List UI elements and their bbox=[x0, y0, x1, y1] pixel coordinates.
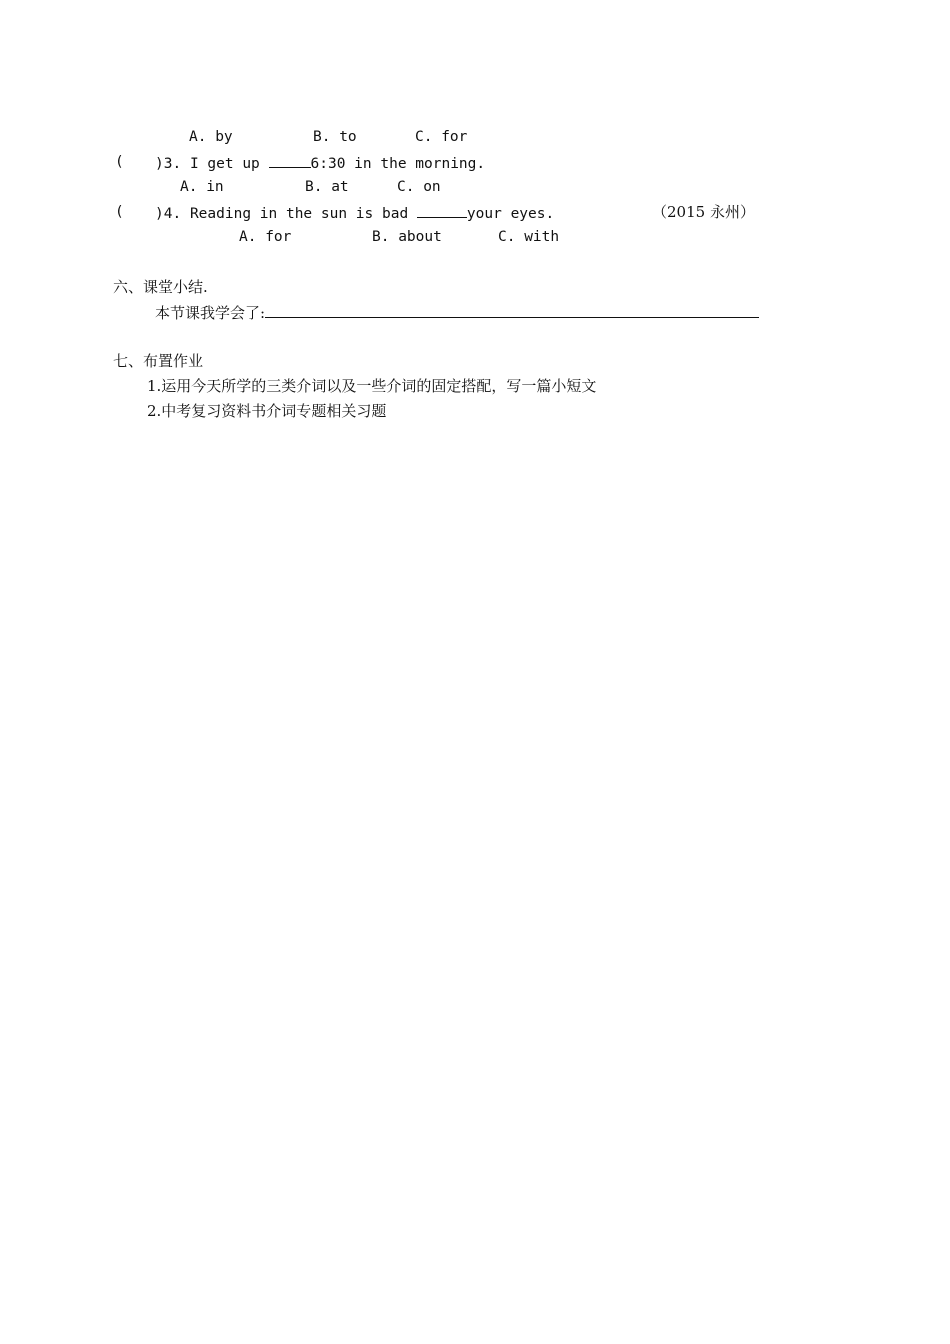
q4-answer-blank bbox=[417, 203, 467, 218]
q4-source: （2015 永州） bbox=[652, 203, 755, 221]
q3-option-b: B. at bbox=[305, 179, 349, 195]
q4-option-c: C. with bbox=[498, 229, 560, 245]
q3-option-c: C. on bbox=[397, 179, 441, 195]
q3-answer-blank bbox=[269, 153, 311, 168]
q4-text-before: Reading in the sun is bad bbox=[189, 206, 417, 222]
q2-option-c: C. for bbox=[415, 129, 468, 145]
q3-open-paren: ( bbox=[115, 154, 124, 170]
q4-open-paren: ( bbox=[115, 204, 124, 220]
q4-option-a: A. for bbox=[239, 229, 292, 245]
section6-prompt-line bbox=[155, 303, 759, 322]
q3-question bbox=[155, 153, 485, 173]
q4-text-after: your eyes. bbox=[466, 206, 555, 222]
section6-heading: 六、课堂小结. bbox=[113, 278, 208, 296]
q3-text-after: 6:30 in the morning. bbox=[310, 156, 486, 172]
q4-option-b: B. about bbox=[372, 229, 442, 245]
q4-question bbox=[155, 203, 554, 223]
q4-number: )4. bbox=[155, 206, 182, 222]
section7-heading: 七、布置作业 bbox=[113, 352, 204, 370]
q2-option-b: B. to bbox=[313, 129, 357, 145]
section6-prompt: 本节课我学会了: bbox=[155, 304, 266, 322]
q2-option-a: A. by bbox=[189, 129, 233, 145]
summary-blank bbox=[265, 303, 759, 318]
q3-option-a: A. in bbox=[180, 179, 224, 195]
q3-text-before: I get up bbox=[189, 156, 269, 172]
homework-item: 2.中考复习资料书介词专题相关习题 bbox=[147, 402, 387, 420]
q3-number: )3. bbox=[155, 156, 182, 172]
homework-item: 1.运用今天所学的三类介词以及一些介词的固定搭配，写一篇小短文 bbox=[147, 377, 597, 395]
